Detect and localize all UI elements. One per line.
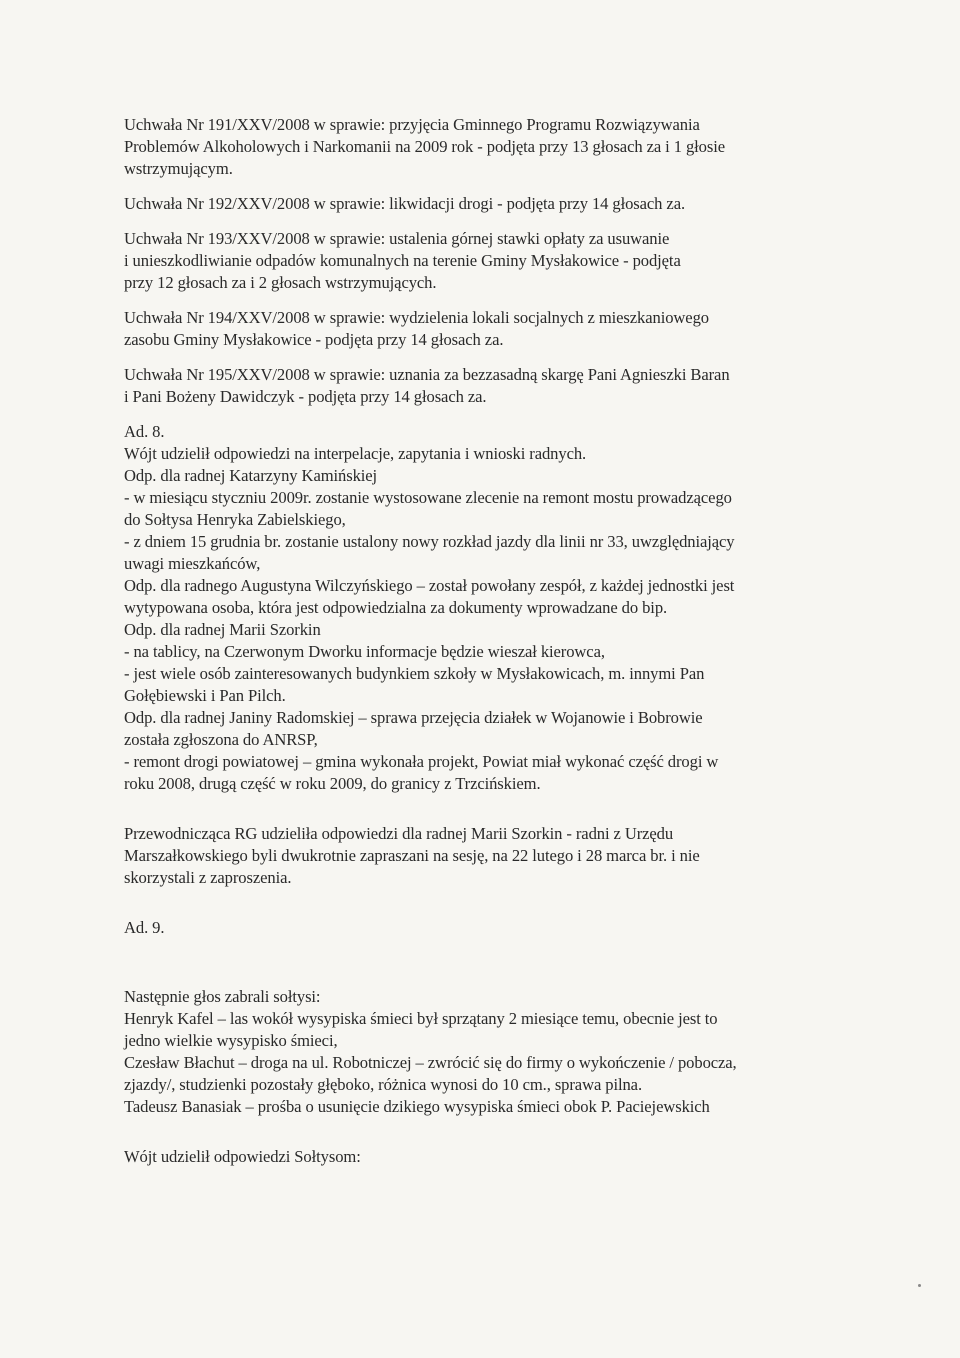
spacer — [124, 889, 854, 917]
spacer — [124, 294, 854, 307]
spacer — [124, 351, 854, 364]
text-line: - z dniem 15 grudnia br. zostanie ustalony nowy rozkład jazdy dla linii nr 33, uwzględniający — [124, 532, 735, 551]
resolution-192 — [124, 193, 854, 215]
chair-reply — [124, 823, 854, 889]
village-heads-statements — [124, 986, 854, 1118]
text-line: Uchwała Nr 194/XXV/2008 w sprawie: wydzielenia lokali socjalnych z mieszkaniowego — [124, 308, 709, 327]
text-line: Wójt udzielił odpowiedzi Sołtysom: — [124, 1147, 361, 1166]
text-line: Wójt udzielił odpowiedzi na interpelacje, zapytania i wnioski radnych. — [124, 444, 587, 463]
text-line: Uchwała Nr 191/XXV/2008 w sprawie: przyjęcia Gminnego Programu Rozwiązywania — [124, 115, 700, 134]
text-line: Odp. dla radnej Janiny Radomskiej – sprawa przejęcia działek w Wojanowie i Bobrowie — [124, 708, 703, 727]
spacer — [124, 1118, 854, 1146]
text-line: Odp. dla radnego Augustyna Wilczyńskiego – został powołany zespół, z każdej jednostki jest — [124, 576, 735, 595]
text-line: Uchwała Nr 195/XXV/2008 w sprawie: uznania za bezzasadną skargę Pani Agnieszki Baran — [124, 365, 730, 384]
text-line: zasobu Gminy Mysłakowice - podjęta przy 14 głosach za. — [124, 330, 504, 349]
text-line: i Pani Bożeny Dawidczyk - podjęta przy 14 głosach za. — [124, 387, 487, 406]
text-line: Tadeusz Banasiak – prośba o usunięcie dzikiego wysypiska śmieci obok P. Paciejewskich — [124, 1097, 710, 1116]
text-line: Marszałkowskiego byli dwukrotnie zapraszani na sesję, na 22 lutego i 28 marca br. i nie — [124, 846, 700, 865]
text-line: Gołębiewski i Pan Pilch. — [124, 686, 286, 705]
text-line: Przewodnicząca RG udzieliła odpowiedzi dla radnej Marii Szorkin - radni z Urzędu — [124, 824, 674, 843]
text-line: uwagi mieszkańców, — [124, 554, 261, 573]
text-line: Uchwała Nr 193/XXV/2008 w sprawie: ustalenia górnej stawki opłaty za usuwanie — [124, 229, 670, 248]
text-line: Odp. dla radnej Marii Szorkin — [124, 620, 321, 639]
resolution-195 — [124, 364, 854, 408]
text-line: zjazdy/, studzienki pozostały głęboko, różnica wynosi do 10 cm., sprawa pilna. — [124, 1075, 642, 1094]
resolution-193 — [124, 228, 854, 294]
text-line: Henryk Kafel – las wokół wysypiska śmieci był sprzątany 2 miesiące temu, obecnie jest to — [124, 1009, 718, 1028]
section-ad-8 — [124, 421, 854, 795]
text-line: Problemów Alkoholowych i Narkomanii na 2009 rok - podjęta przy 13 głosach za i 1 głosie — [124, 137, 725, 156]
text-line: i unieszkodliwianie odpadów komunalnych na terenie Gminy Mysłakowice - podjęta — [124, 251, 681, 270]
text-line: Odp. dla radnej Katarzyny Kamińskiej — [124, 466, 378, 485]
section-ad-9 — [124, 917, 854, 939]
text-line: jedno wielkie wysypisko śmieci, — [124, 1031, 338, 1050]
section-heading: Ad. 9. — [124, 918, 165, 937]
spacer — [124, 180, 854, 193]
text-line: przy 12 głosach za i 2 głosach wstrzymujących. — [124, 273, 437, 292]
spacer — [124, 939, 854, 986]
document-body — [124, 114, 854, 1168]
scan-speck — [918, 1284, 921, 1287]
text-line: roku 2008, drugą część w roku 2009, do granicy z Trzcińskiem. — [124, 774, 541, 793]
text-line: - jest wiele osób zainteresowanych budynkiem szkoły w Mysłakowicach, m. innymi Pan — [124, 664, 705, 683]
section-heading: Ad. 8. — [124, 422, 165, 441]
spacer — [124, 215, 854, 228]
text-line: skorzystali z zaproszenia. — [124, 868, 292, 887]
text-line: Uchwała Nr 192/XXV/2008 w sprawie: likwidacji drogi - podjęta przy 14 głosach za. — [124, 194, 686, 213]
spacer — [124, 795, 854, 823]
text-line: do Sołtysa Henryka Zabielskiego, — [124, 510, 346, 529]
text-line: wstrzymującym. — [124, 159, 233, 178]
text-line: wytypowana osoba, która jest odpowiedzialna za dokumenty wprowadzane do bip. — [124, 598, 668, 617]
text-line: - na tablicy, na Czerwonym Dworku informacje będzie wieszał kierowca, — [124, 642, 605, 661]
resolution-194 — [124, 307, 854, 351]
spacer — [124, 408, 854, 421]
text-line: - remont drogi powiatowej – gmina wykonała projekt, Powiat miał wykonać część drogi w — [124, 752, 719, 771]
text-line: Następnie głos zabrali sołtysi: — [124, 987, 321, 1006]
text-line: - w miesiącu styczniu 2009r. zostanie wystosowane zlecenie na remont mostu prowadzącego — [124, 488, 732, 507]
text-line: Czesław Błachut – droga na ul. Robotniczej – zwrócić się do firmy o wykończenie / pobocza, — [124, 1053, 737, 1072]
mayor-reply — [124, 1146, 854, 1168]
text-line: została zgłoszona do ANRSP, — [124, 730, 318, 749]
resolution-191 — [124, 114, 854, 180]
